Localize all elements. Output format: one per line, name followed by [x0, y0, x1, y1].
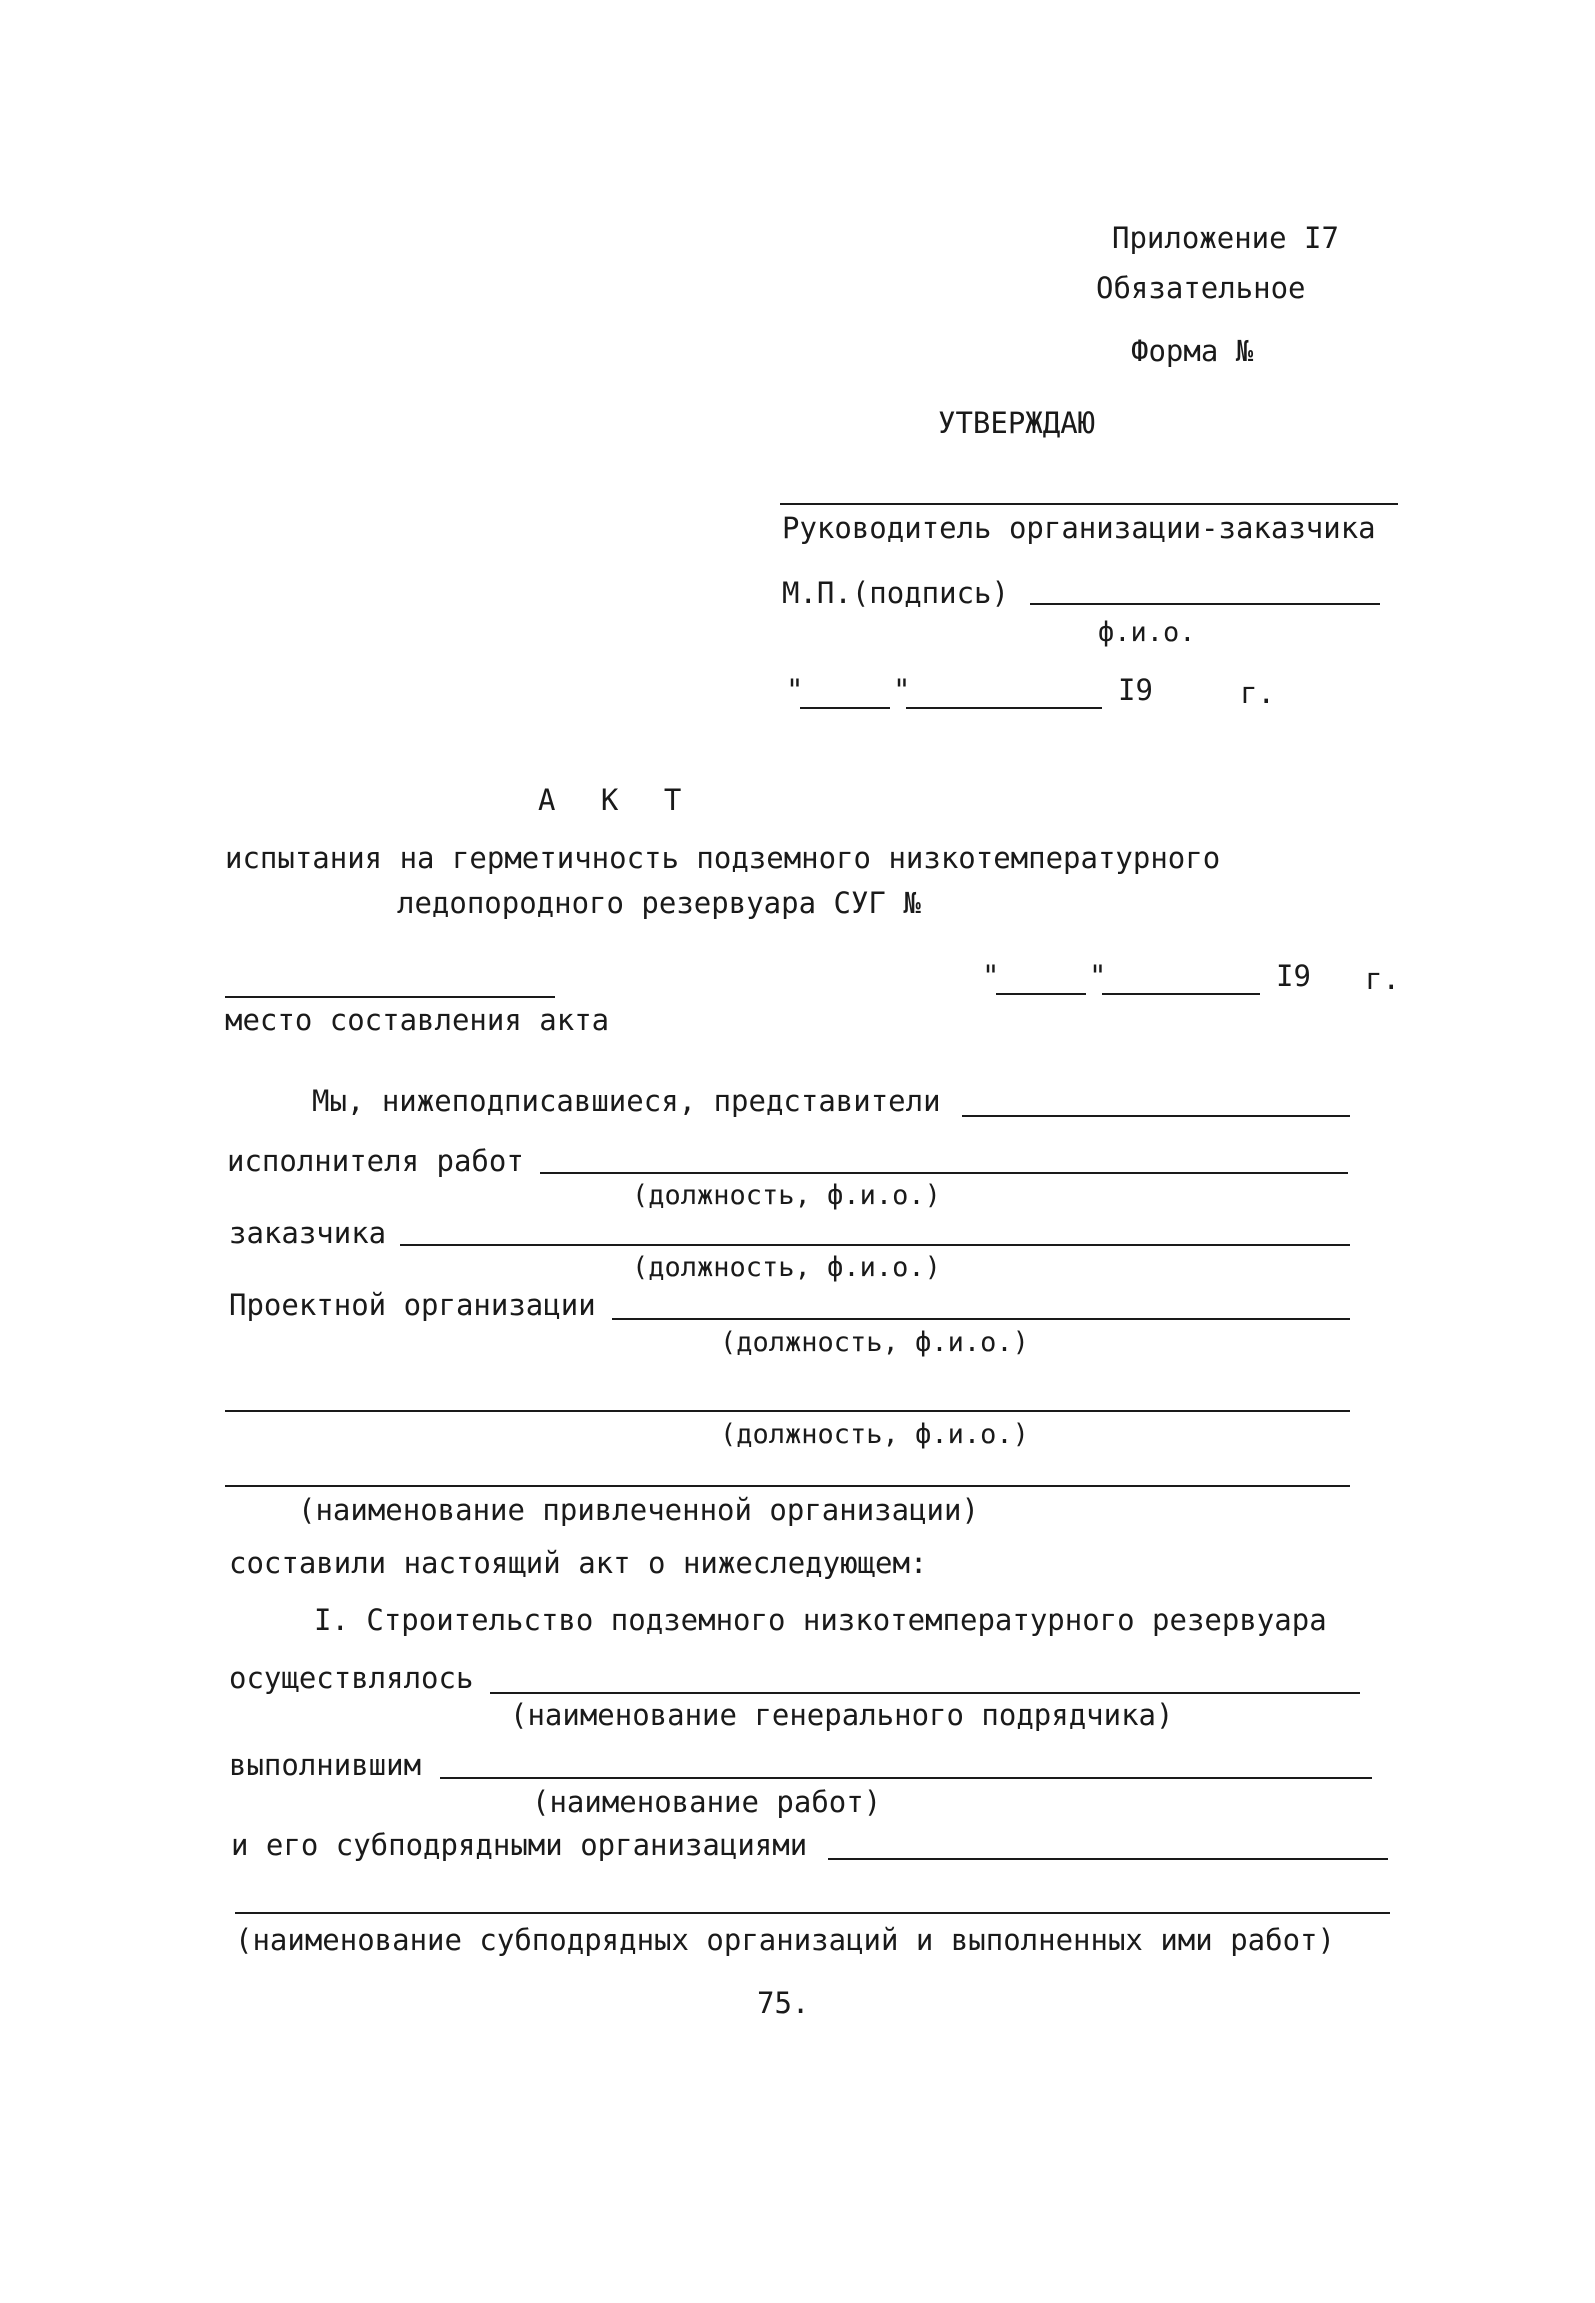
fio-caption: ф.и.о.: [1098, 617, 1196, 648]
approval-day-line: [800, 707, 890, 709]
act-title: А К Т: [538, 783, 696, 817]
act-day-line: [996, 993, 1086, 995]
customer-label: заказчика: [229, 1216, 387, 1250]
general-contractor-line: [490, 1692, 1360, 1694]
act-date-quote-close: ": [1089, 959, 1107, 993]
appendix-label: Приложение I7: [1112, 221, 1339, 255]
customer-line: [400, 1244, 1350, 1246]
approval-quote-open: ": [786, 673, 804, 707]
act-month-line: [1102, 993, 1260, 995]
contractor-line: [540, 1172, 1348, 1174]
subcontractors-label: и его субподрядными организациями: [231, 1828, 808, 1862]
signature-line: [1030, 603, 1380, 605]
place-caption: место составления акта: [225, 1003, 610, 1037]
contractor-label: исполнителя работ: [227, 1144, 524, 1178]
act-subtitle-line2: ледопородного резервуара СУГ №: [397, 886, 921, 920]
act-date-quote-open: ": [982, 959, 1000, 993]
subcontractors-works-line: [235, 1912, 1390, 1914]
approval-month-line: [906, 707, 1102, 709]
works-line: [440, 1777, 1372, 1779]
mandatory-label: Обязательное: [1096, 271, 1306, 305]
position-fio-caption-3: (должность, ф.и.о.): [720, 1327, 1029, 1358]
approval-year-prefix: I9: [1118, 673, 1153, 707]
involved-org-line: [225, 1485, 1350, 1487]
design-org-label: Проектной организации: [229, 1288, 596, 1322]
we-signed-text: Мы, нижеподписавшиеся, представители: [312, 1084, 941, 1118]
act-date-year: I9: [1276, 959, 1311, 993]
design-org-line: [612, 1318, 1350, 1320]
approve-label: УТВЕРЖДАЮ: [938, 406, 1096, 440]
page-number: 75.: [757, 1986, 810, 2020]
representatives-line: [962, 1115, 1350, 1117]
subcontractors-line: [828, 1858, 1388, 1860]
general-contractor-caption: (наименование генерального подрядчика): [510, 1698, 1174, 1732]
act-subtitle-line1: испытания на герметичность подземного низкотемпературного: [225, 841, 1221, 875]
compiled-text: составили настоящий акт о нижеследующем:: [229, 1546, 928, 1580]
subcontractors-caption: (наименование субподрядных организаций и выполненных ими работ): [235, 1923, 1335, 1957]
act-date-suffix: г.: [1365, 962, 1400, 996]
position-fio-caption-1: (должность, ф.и.о.): [632, 1180, 941, 1211]
approval-year-suffix: г.: [1240, 676, 1275, 710]
position-fio-caption-4: (должность, ф.и.о.): [720, 1419, 1029, 1450]
works-caption: (наименование работ): [532, 1785, 882, 1819]
performed-label: выполнившим: [229, 1748, 422, 1782]
approver-name-line: [780, 503, 1398, 505]
position-fio-caption-2: (должность, ф.и.о.): [632, 1252, 941, 1283]
approval-quote-close: ": [893, 673, 911, 707]
item1-text: I. Строительство подземного низкотемпературного резервуара: [314, 1603, 1327, 1637]
carried-out-label: осуществлялось: [229, 1661, 474, 1695]
involved-org-caption: (наименование привлеченной организации): [298, 1493, 979, 1527]
form-number-label: Форма №: [1131, 334, 1254, 368]
extra-representative-line: [225, 1410, 1350, 1412]
place-line: [225, 996, 555, 998]
approver-role: Руководитель организации-заказчика: [782, 511, 1376, 545]
stamp-signature-label: М.П.(подпись): [782, 576, 1009, 610]
